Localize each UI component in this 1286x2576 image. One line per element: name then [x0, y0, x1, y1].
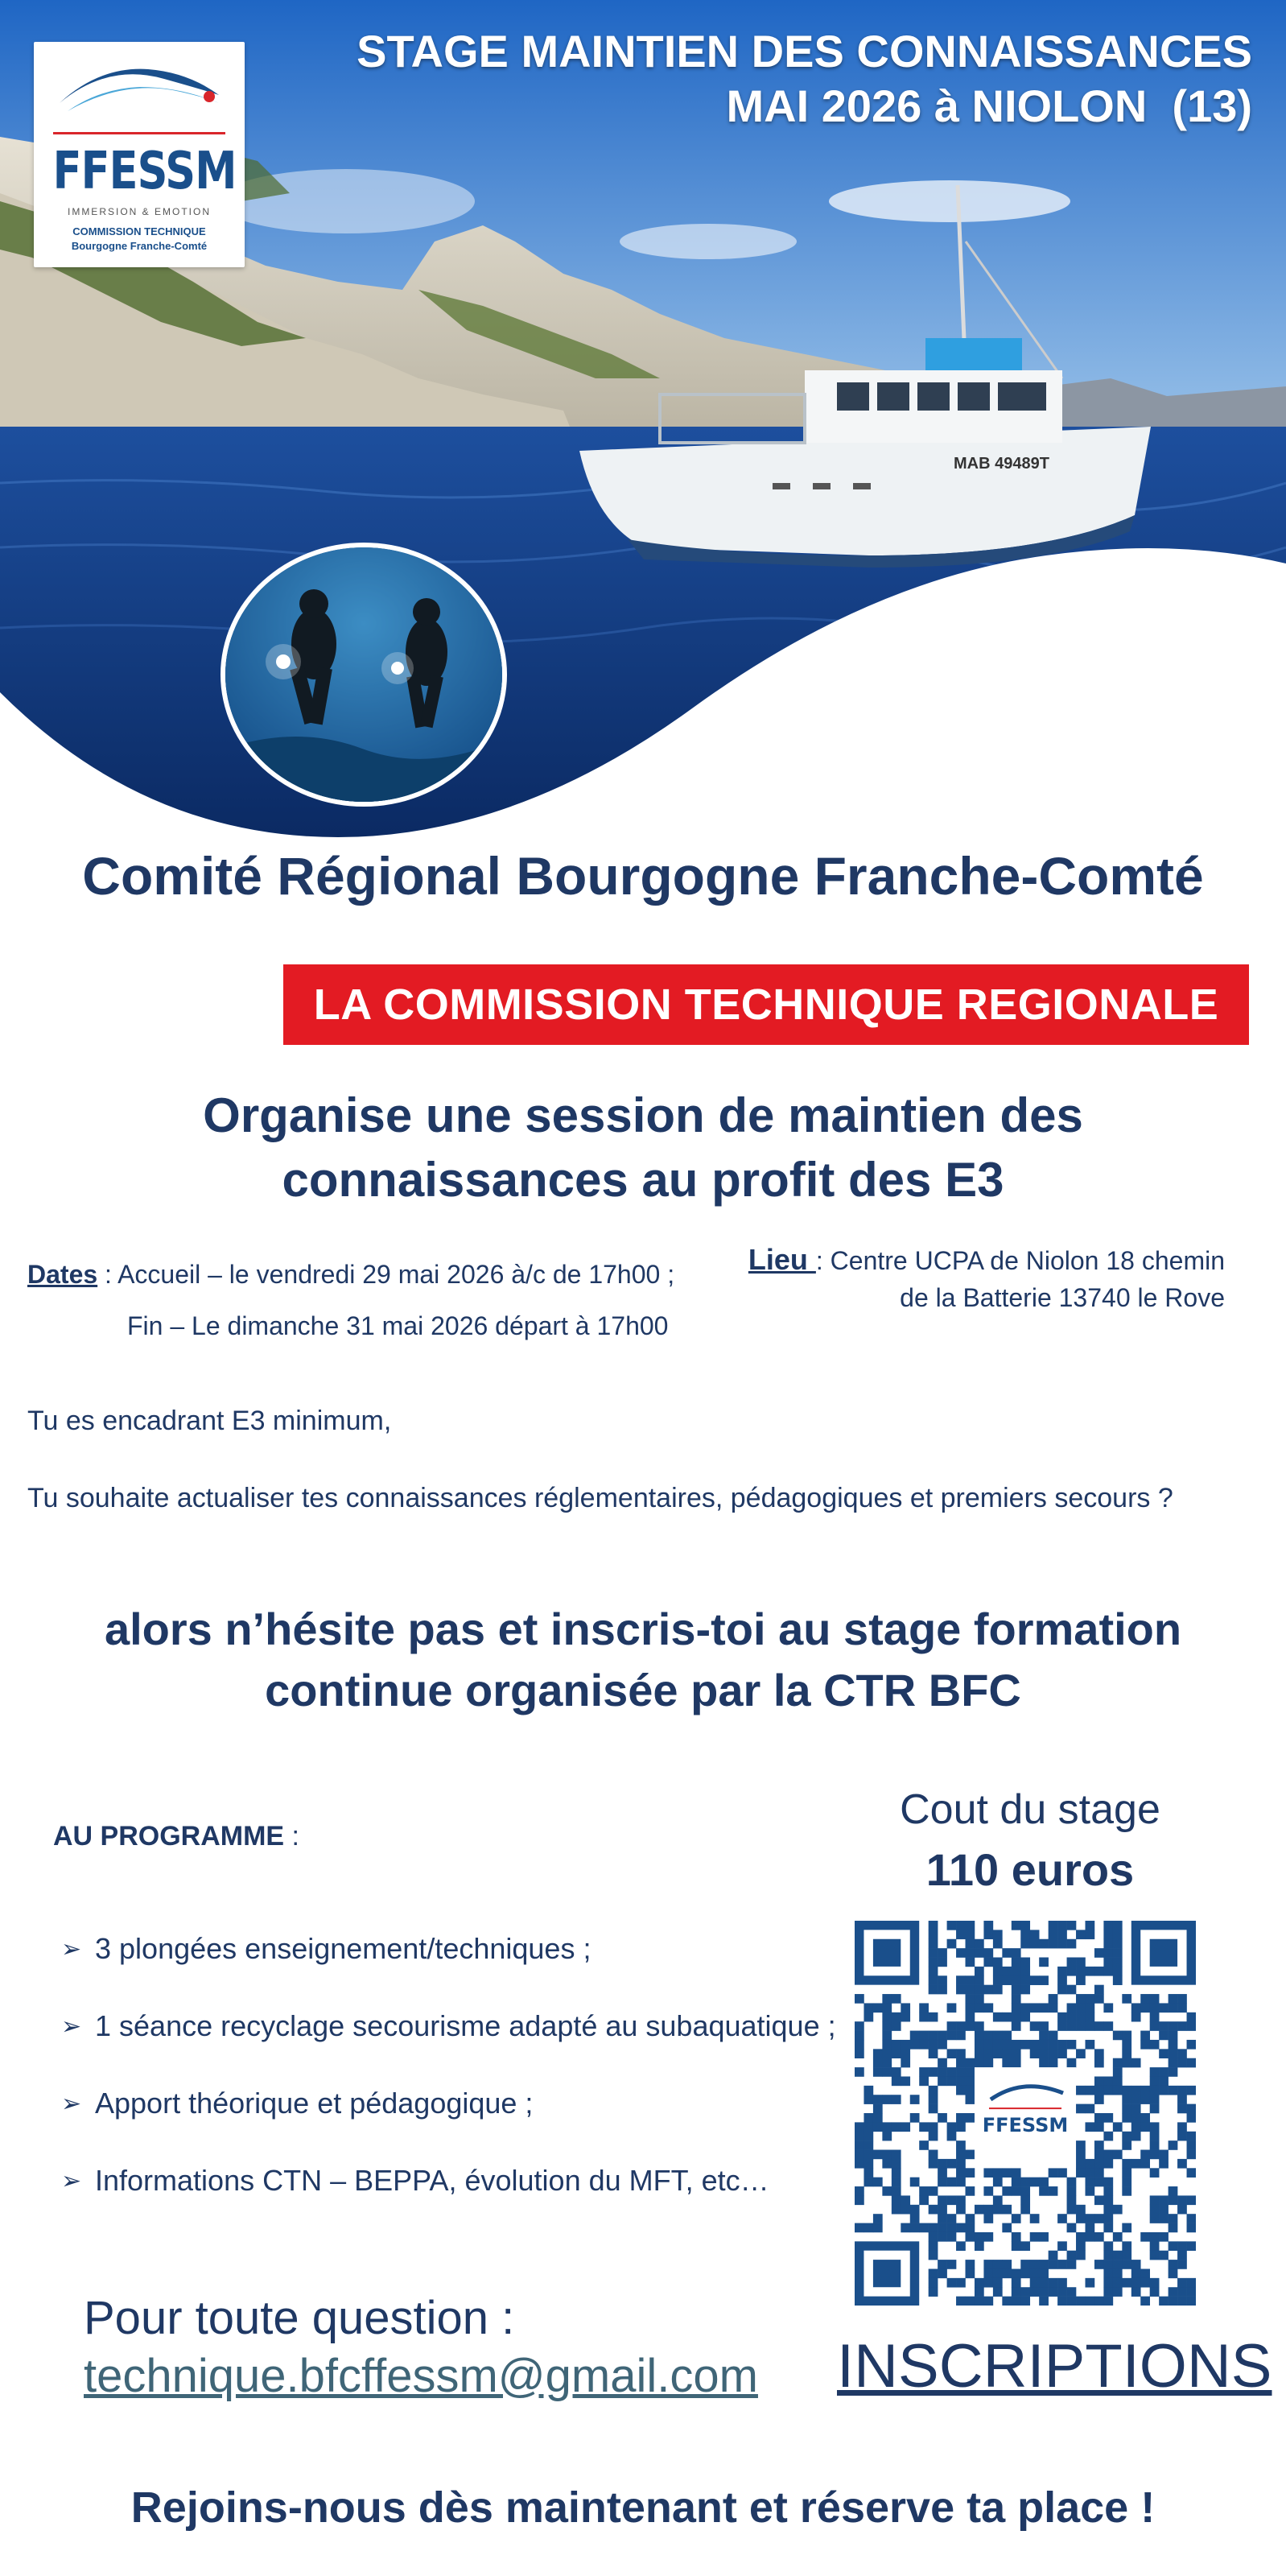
- wave-logo-icon: [52, 55, 227, 127]
- location-line1: : Centre UCPA de Niolon 18 chemin: [815, 1246, 1225, 1275]
- location-block: [748, 1241, 1225, 1316]
- inscriptions-link[interactable]: INSCRIPTIONS: [837, 2332, 1272, 2401]
- program-item-text: Apport théorique et pédagogique ;: [95, 2087, 534, 2120]
- footer-call-to-action: Rejoins-nous dès maintenant et réserve ta place !: [130, 2483, 1156, 2532]
- commission-banner: LA COMMISSION TECHNIQUE REGIONALE: [283, 964, 1249, 1045]
- logo-divider: [53, 132, 225, 134]
- dates-label: Dates: [27, 1260, 98, 1289]
- registration-qr-code[interactable]: [855, 1921, 1196, 2306]
- program-list: [61, 1932, 836, 2241]
- list-item: [61, 2164, 836, 2241]
- dates-line1: : Accueil – le vendredi 29 mai 2026 à/c de 17h00 ;: [97, 1260, 675, 1289]
- program-label-suffix: :: [284, 1821, 300, 1852]
- dates-line2: Fin – Le dimanche 31 mai 2026 départ à 17h00: [127, 1311, 669, 1340]
- program-item-text: 3 plongées enseignement/techniques ;: [95, 1932, 591, 1965]
- committee-title: Comité Régional Bourgogne Franche-Comté: [82, 846, 1204, 906]
- intro-line1: Tu es encadrant E3 minimum,: [27, 1406, 392, 1436]
- boat-registration: MAB 49489T: [954, 455, 1049, 473]
- arrow-bullet-icon: ➢: [61, 2091, 82, 2117]
- cta-line1: alors n’hésite pas et inscris-toi au stage formation: [104, 1604, 1182, 1654]
- logo-commission: COMMISSION TECHNIQUE: [72, 225, 206, 237]
- location-line2: de la Batterie 13740 le Rove: [900, 1283, 1225, 1312]
- session-title-line2: connaissances au profit des E3: [282, 1153, 1004, 1207]
- cost-value: 110 euros: [925, 1844, 1135, 1895]
- program-heading: [53, 1821, 299, 1852]
- logo-tagline: IMMERSION & EMOTION: [67, 206, 211, 217]
- arrow-bullet-icon: ➢: [61, 1936, 82, 1963]
- cost-label: Cout du stage: [900, 1786, 1160, 1833]
- dates-block: [27, 1248, 675, 1340]
- session-title: [0, 1084, 1286, 1212]
- session-title-line1: Organise une session de maintien des: [203, 1088, 1083, 1142]
- contact-email-link[interactable]: technique.bfcffessm@gmail.com: [84, 2350, 758, 2402]
- cta-line2: continue organisée par la CTR BFC: [265, 1665, 1021, 1715]
- ffessm-logo: [34, 42, 245, 267]
- logo-name: FFESSM: [52, 142, 237, 201]
- arrow-bullet-icon: ➢: [61, 2013, 82, 2040]
- arrow-bullet-icon: ➢: [61, 2168, 82, 2194]
- program-label: AU PROGRAMME: [53, 1821, 285, 1852]
- program-item-text: Informations CTN – BEPPA, évolution du MFT, etc…: [95, 2164, 769, 2197]
- list-item: [61, 1932, 836, 2009]
- qr-logo-text: FFESSM: [982, 2114, 1069, 2137]
- program-item-text: 1 séance recyclage secourisme adapté au subaquatique ;: [95, 2009, 836, 2042]
- hero-title-line2: MAI 2026 à NIOLON (13): [726, 80, 1252, 131]
- contact-label: Pour toute question :: [84, 2292, 515, 2344]
- list-item: [61, 2087, 836, 2164]
- intro-line2: Tu souhaite actualiser tes connaissances réglementaires, pédagogiques et premiers secours ?: [27, 1483, 1173, 1513]
- location-label: Lieu: [748, 1243, 816, 1276]
- logo-region: Bourgogne Franche-Comté: [71, 240, 208, 252]
- hero-title-line1: STAGE MAINTIEN DES CONNAISSANCES: [357, 26, 1252, 76]
- call-to-action: [0, 1599, 1286, 1721]
- hero-title: [357, 24, 1252, 134]
- list-item: [61, 2009, 836, 2087]
- divers-photo: [221, 543, 507, 807]
